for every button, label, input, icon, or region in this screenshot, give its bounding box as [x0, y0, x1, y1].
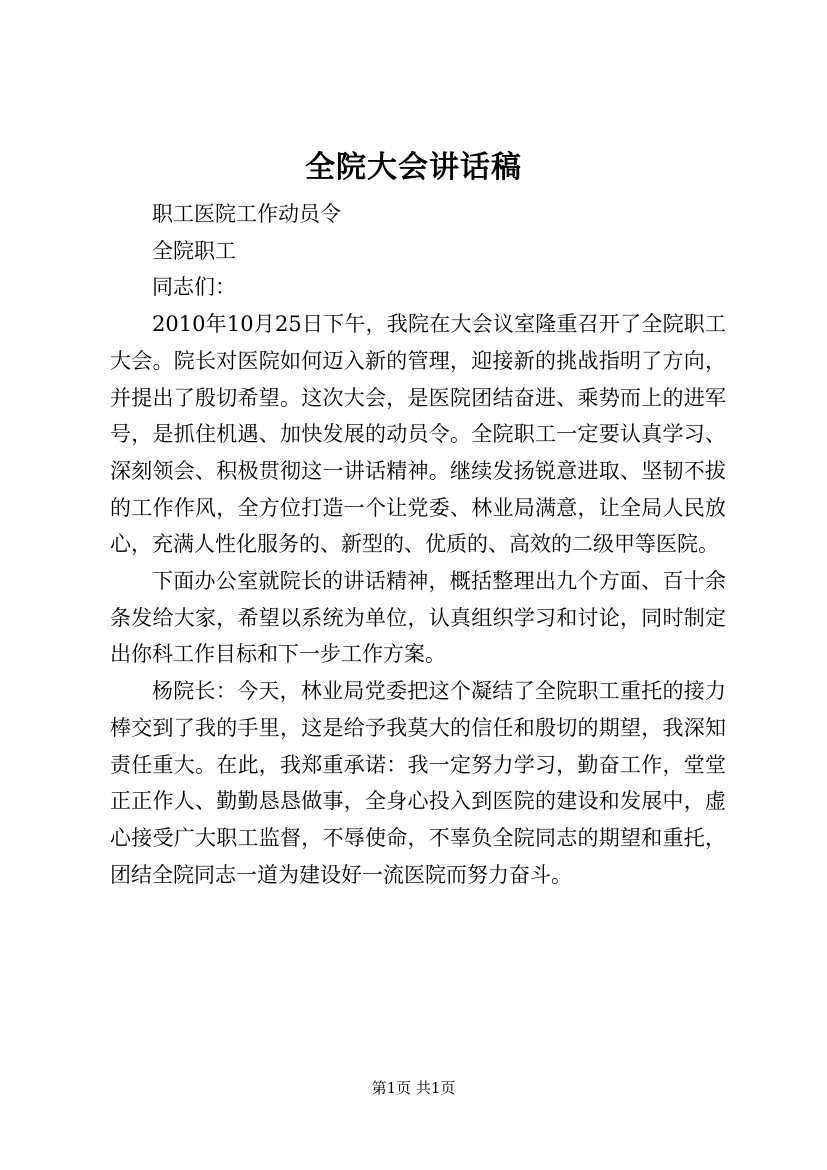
document-title: 全院大会讲话稿 — [305, 150, 522, 185]
paragraph-body: 下面办公室就院长的讲话精神，概括整理出九个方面、百十余条发给大家，希望以系统为单位，认真组织学习和讨论，同时制定出你科工作目标和下一步工作方案。 — [110, 569, 726, 667]
paragraph-body: 2010年10月25日下午，我院在大会议室隆重召开了全院职工大会。院长对医院如何迈入新的管理，迎接新的挑战指明了方向，并提出了殷切希望。这次大会，是医院团结奋进、乘势而上的进军号，是抓住机遇、加快发展的动员令。全院职工一定要认真学习、深刻领会、积极贯彻这一讲话精神。继续发扬锐意进取、坚韧不拔的工作作风，全方位打造一个让党委、林业局满意，让全局人民放心，充满人性化服务的、新型的、优质的、高效的二级甲等医院。 — [110, 312, 726, 557]
paragraph-body: 杨院长：今天，林业局党委把这个凝结了全院职工重托的接力棒交到了我的手里，这是给予我莫大的信任和殷切的期望，我深知责任重大。在此，我郑重承诺：我一定努力学习，勤奋工作，堂堂正正作人、勤勤恳恳做事，全身心投入到医院的建设和发展中，虚心接受广大职工监督，不辱使命，不辜负全院同志的期望和重托，团结全院同志一道为建设好一流医院而努力奋斗。 — [110, 679, 726, 887]
document-body — [110, 196, 726, 893]
paragraph-addressee: 全院职工 — [152, 238, 236, 263]
paragraph-heading: 职工医院工作动员令 — [152, 202, 341, 226]
paragraph-salutation: 同志们： — [152, 275, 236, 300]
page-number-footer: 第1页 共1页 — [371, 1079, 456, 1097]
